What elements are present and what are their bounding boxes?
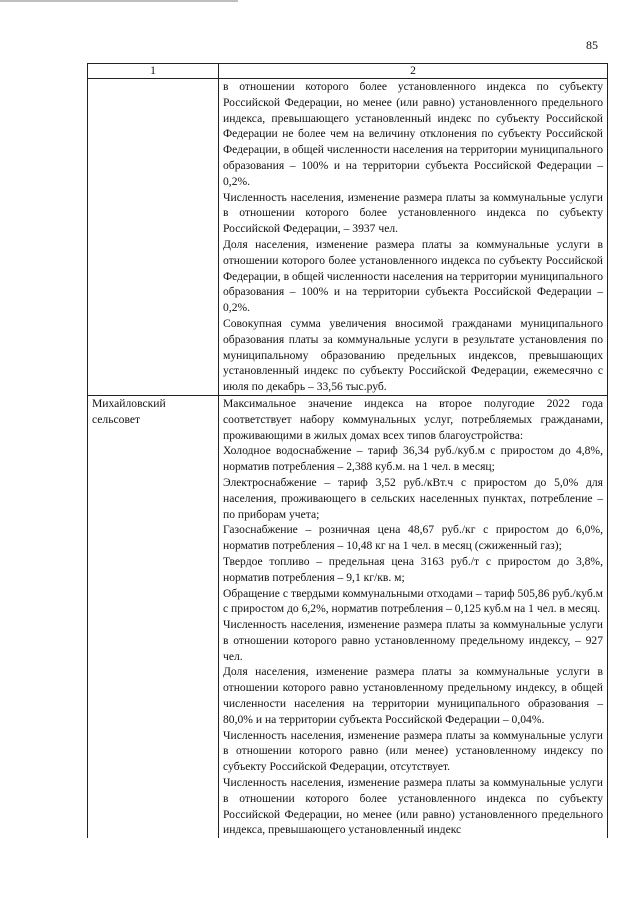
table-row — [88, 395, 608, 838]
scan-edge-rule — [0, 0, 238, 2]
paragraph: Численность населения, изменение размера платы за коммунальные услуги в отношении которого равно (или менее) установленному индексу по субъекту Российской Федерации, отсутствует. — [223, 728, 603, 774]
paragraph: Электроснабжение – тариф 3,52 руб./кВт.ч с приростом до 5,0% для населения, проживающего в сельских населенных пунктах, потребление – по приборам учета; — [223, 475, 603, 521]
description-cell — [219, 79, 608, 396]
paragraph: Доля населения, изменение размера платы за коммунальные услуги в отношении которого более установленного индекса по субъекту Российской Федерации, в общей численности населения на территории муниципального образования – 100% и на территории субъекта Российской Федерации – 0,2%. — [223, 237, 603, 315]
paragraph: Обращение с твердыми коммунальными отходами – тариф 505,86 руб./куб.м с приростом до 6,2%, норматив потребления – 0,125 куб.м на 1 чел. в месяц. — [223, 586, 603, 616]
paragraph: Твердое топливо – предельная цена 3163 руб./т с приростом до 3,8%, норматив потребления – 9,1 кг/кв. м; — [223, 554, 603, 584]
paragraph: Численность населения, изменение размера платы за коммунальные услуги в отношении которого более установленного индекса по субъекту Российской Федерации, – 3937 чел. — [223, 190, 603, 236]
description-cell — [219, 395, 608, 838]
paragraph: Холодное водоснабжение – тариф 36,34 руб./куб.м с приростом до 4,8%, норматив потребления – 2,388 куб.м. на 1 чел. в месяц; — [223, 444, 603, 474]
column-header-2: 2 — [219, 64, 608, 79]
page-number: 85 — [586, 38, 598, 52]
paragraph: Численность населения, изменение размера платы за коммунальные услуги в отношении которого равно установленному предельному индексу, – 927 чел. — [223, 618, 603, 663]
column-header-1: 1 — [88, 64, 219, 79]
paragraph: Газоснабжение – розничная цена 48,67 руб./кг с приростом до 6,0%, норматив потребления – 10,48 кг на 1 чел. в месяц (сжиженный газ); — [223, 523, 603, 553]
municipality-cell: Михайловский сельсовет — [88, 395, 219, 838]
paragraph: в отношении которого более установленного индекса по субъекту Российской Федерации, но менее (или равно) установленного предельного индекса, превышающего установленный индекс по субъекту Российской Федерации не более чем на величину отклонения по субъекту Российской Федерации, в общей численности населения на территории муниципального образования – 100% и на территории субъекта Российской Федерации – 0,2%. — [223, 80, 603, 188]
table-row — [88, 79, 608, 396]
data-table — [87, 63, 608, 838]
municipality-cell — [88, 79, 219, 396]
paragraph: Максимальное значение индекса на второе полугодие 2022 года соответствует набору коммунальных услуг, потребляемых гражданами, проживающими в жилых домах всех типов благоустройства: — [223, 396, 603, 442]
table-header-row — [88, 64, 608, 79]
paragraph: Численность населения, изменение размера платы за коммунальные услуги в отношении которого более установленного индекса по субъекту Российской Федерации, но менее (или равно) установленного предельного индекса, превышающего установленный индекс — [223, 776, 603, 837]
paragraph: Совокупная сумма увеличения вносимой гражданами муниципального образования платы за коммунальные услуги в результате установления по муниципальному образованию предельных индексов, превышающих установленный индекс по субъекту Российской Федерации, ежемесячно с июля по декабрь – 33,56 тыс.руб. — [223, 316, 603, 394]
paragraph: Доля населения, изменение размера платы за коммунальные услуги в отношении которого равно установленному предельному индексу, в общей численности населения на территории муниципального образования – 80,0% и на территории субъекта Российской Федерации – 0,04%. — [223, 665, 603, 726]
